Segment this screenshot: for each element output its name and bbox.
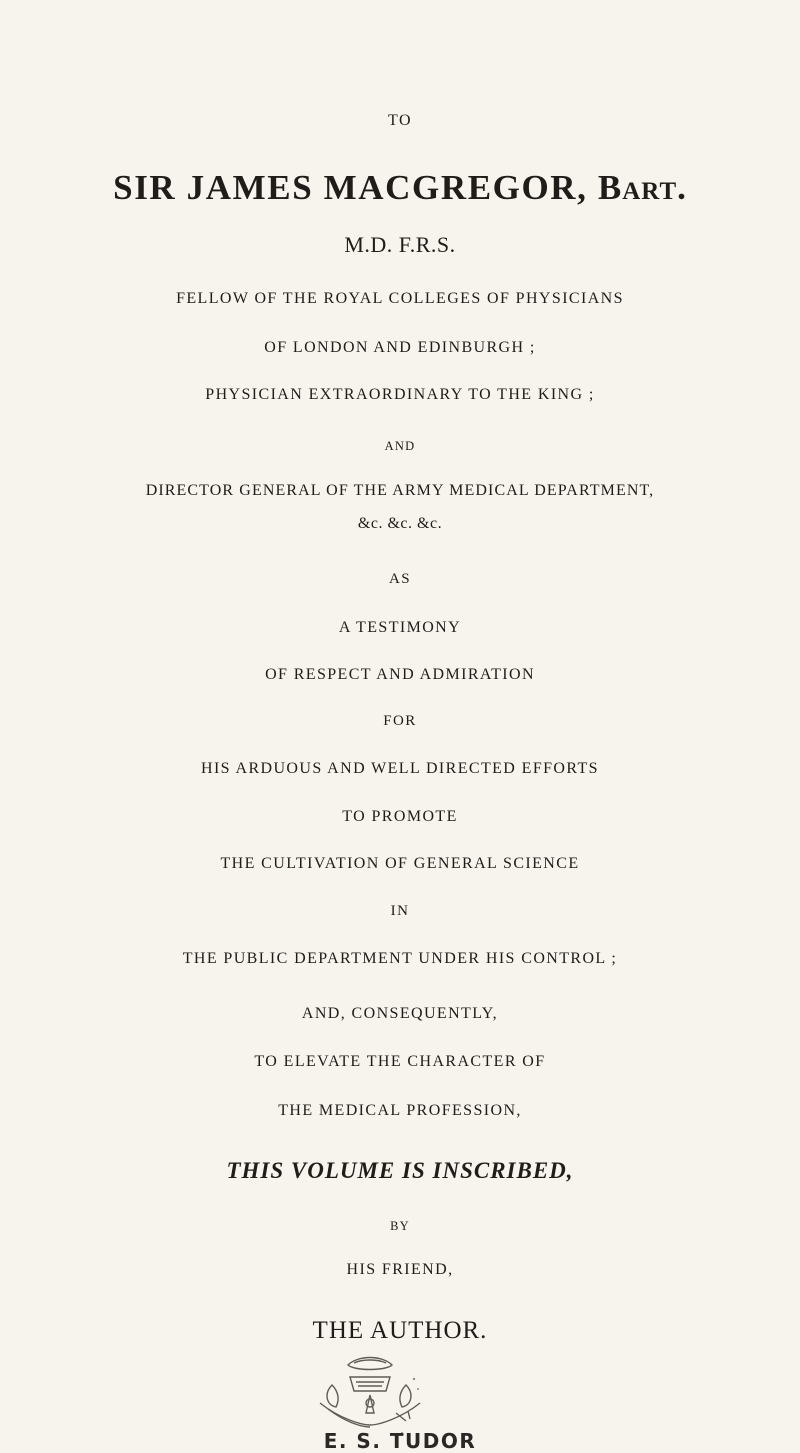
dedicatee-degrees: M.D. F.R.S. [344, 232, 456, 257]
owner-stamp-text: E. S. TUDOR [323, 1429, 477, 1453]
consequently-line: AND, CONSEQUENTLY, [301, 1005, 499, 1022]
testimony-line: A TESTIMONY [338, 619, 462, 636]
public-department-line: THE PUBLIC DEPARTMENT UNDER HIS CONTROL ; [182, 950, 618, 967]
author-line: THE AUTHOR. [312, 1317, 488, 1344]
promote-line: TO PROMOTE [342, 808, 458, 825]
fellow-line-1: FELLOW OF THE ROYAL COLLEGES OF PHYSICIANS [176, 290, 624, 307]
dedicatee-title: Bart. [597, 168, 687, 207]
etc-line: &c. &c. &c. [357, 515, 443, 532]
elevate-line: TO ELEVATE THE CHARACTER OF [254, 1053, 546, 1070]
for-line: FOR [383, 713, 417, 729]
profession-line: THE MEDICAL PROFESSION, [278, 1102, 522, 1119]
director-line: DIRECTOR GENERAL OF THE ARMY MEDICAL DEPARTMENT, [145, 482, 655, 499]
by-line: BY [390, 1219, 410, 1233]
dedicatee-name-main: SIR JAMES MACGREGOR, [113, 168, 588, 207]
friend-line: HIS FRIEND, [346, 1261, 454, 1278]
fellow-line-2: OF LONDON AND EDINBURGH ; [264, 339, 536, 356]
cultivation-line: THE CULTIVATION OF GENERAL SCIENCE [220, 855, 580, 872]
in-line: IN [390, 903, 410, 919]
and-line: AND [384, 439, 416, 453]
efforts-line: HIS ARDUOUS AND WELL DIRECTED EFFORTS [201, 760, 599, 777]
as-line: AS [389, 571, 411, 587]
respect-line: OF RESPECT AND ADMIRATION [265, 666, 535, 683]
physician-line: PHYSICIAN EXTRAORDINARY TO THE KING ; [205, 386, 595, 403]
dedication-to: TO [387, 112, 413, 129]
inscribed-line: THIS VOLUME IS INSCRIBED, [226, 1158, 574, 1183]
dedicatee-name [0, 168, 800, 208]
